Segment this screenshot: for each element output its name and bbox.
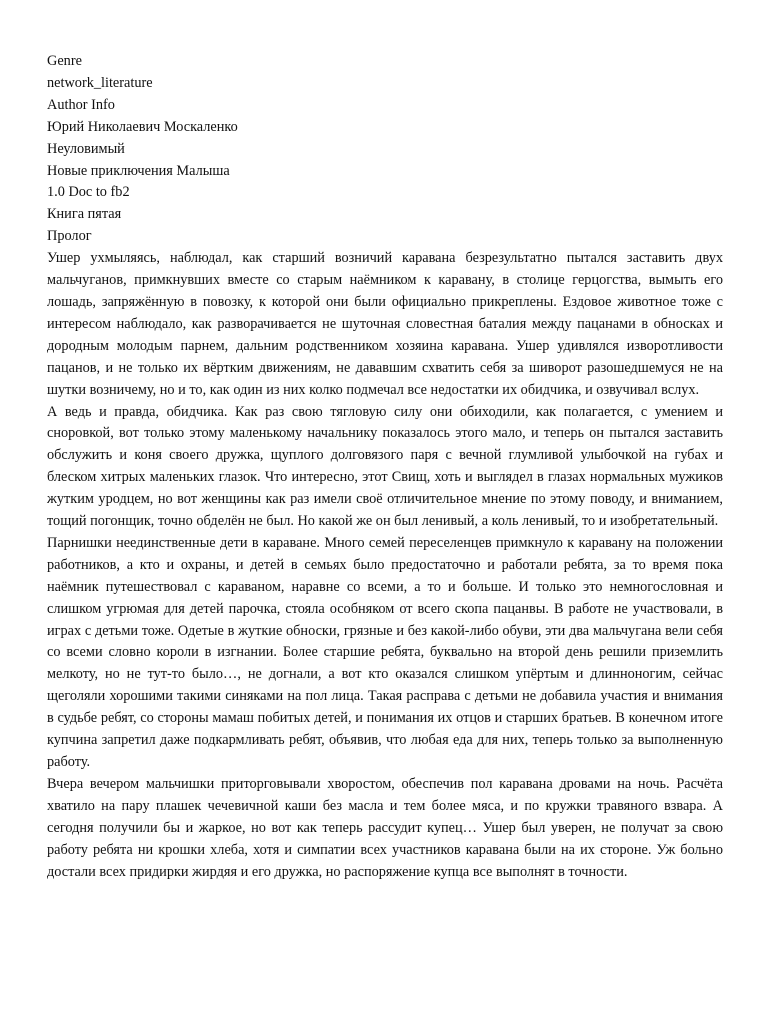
book-number: Книга пятая bbox=[47, 206, 122, 223]
author-name: Юрий Николаевич Москаленко bbox=[47, 118, 238, 135]
genre-label: Genre bbox=[47, 53, 82, 69]
book-title: Новые приключения Малыша bbox=[47, 162, 230, 179]
body-paragraph: Вчера вечером мальчишки приторговывали хворостом, обеспечив пол каравана дровами на ночь. Расчёта хватило на пару плашек чечевичной каши без масла и тем более мяса, и по кружки травяного взвара. А сегодня получили бы и жаркое, но вот как теперь рассудит купец… Ушер был уверен, не получат за свою работу ребята ни крошки хлеба, хотя и симпатии всех участников каравана были на их стороне. Уж больно достали всех придирки жирдяя и его дружка, но распоряжение купца все выполнят в точности. bbox=[47, 775, 723, 880]
body-paragraph: А ведь и правда, обидчика. Как раз свою тягловую силу они обиходили, как полагается, с умением и сноровкой, вот только этому маленькому начальнику показалось этого мало, и теперь он пытался заставить обслужить и коня своего дружка, щуплого долговязого паря с вечной глумливой улыбочкой на губах и блеском хитрых маленьких глазок. Что интересно, этот Свищ, хоть и выглядел в глазах нормальных мужиков жутким уродцем, но вот женщины как раз имели своё отличительное мнение по этому поводу, и вниманием, тощий погонщик, точно обделён не был. Но какой же он был ленивый, а коль ленивый, то и изобретательный. bbox=[47, 403, 723, 530]
genre-value: network_literature bbox=[47, 74, 153, 91]
chapter-title: Пролог bbox=[47, 228, 92, 245]
body-paragraph: Парнишки неединственные дети в караване. Много семей переселенцев примкнуло к каравану на положении работников, а кто и охраны, и детей в семьях было предостаточно и работали ребята, за то время пока наёмник путешествовал с караваном, наравне со всеми, а то и больше. И только это немногословная и слишком угрюмая для детей парочка, стояла особняком от всего скопа пацанвы. В работе не участвовали, в играх с детьми тоже. Одетые в жуткие обноски, грязные и без какой-либо обуви, эти два мальчугана вели себя со всеми словно короли в изгнании. Более старшие ребята, буквально на второй день решили приземлить мелкоту, но не тут-то было…, не догнали, а вот кто оказался слишком упёртым и длинноногим, сейчас щеголяли хорошими такими синяками на пол лица. Такая расправа с детьми не добавила участия и внимания в судьбе ребят, со стороны мамаш побитых детей, и понимания их отцов и старших братьев. В конечном итоге купчина запретил даже подкармливать ребят, объявив, что любая еда для них, теперь только за выполненную работу. bbox=[47, 534, 723, 770]
author-info-label: Author Info bbox=[47, 96, 115, 113]
body-paragraph: Ушер ухмыляясь, наблюдал, как старший возничий каравана безрезультатно пытался заставить двух мальчуганов, примкнувших вместе со старым наёмником к каравану, в столице герцогства, вымыть его лошадь, запряжённую в повозку, к которой они были официально прикреплены. Ездовое животное тоже с интересом наблюдало, как разворачивается не шуточная словестная баталия между пацанами в обносках и дородным молодым парнем, дальним родственником хозяина каравана. Ушер удивлялся изворотливости пацанов, и не только их вёртким движениям, не дававшим схватить себя за шиворот разошедшемуся не на шутки возничему, но и то, как один из них колко подмечал все недостатки их обидчика, и озвучивал вслух. bbox=[47, 250, 723, 398]
series-title: Неуловимый bbox=[47, 140, 125, 157]
document-page bbox=[47, 51, 723, 883]
document-version: 1.0 Doc to fb2 bbox=[47, 184, 130, 201]
